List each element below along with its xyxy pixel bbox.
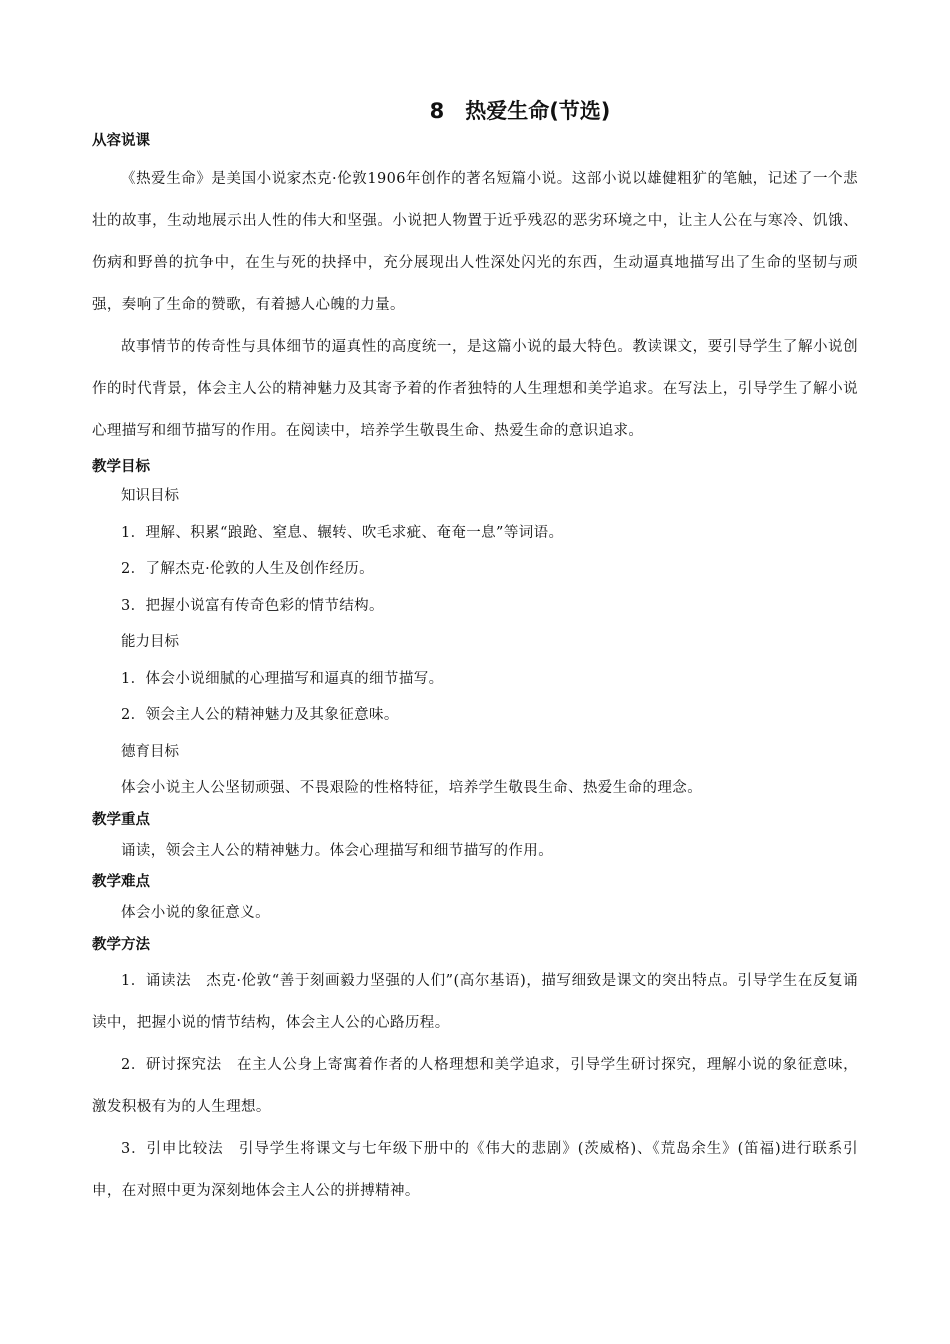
intro-paragraph-1: 《热爱生命》是美国小说家杰克·伦敦1906年创作的著名短篇小说。这部小说以雄健粗犷的笔触，记述了一个悲壮的故事，生动地展示出人性的伟大和坚强。小说把人物置于近乎残忍的恶劣环境之中，让主人公在与寒冷、饥饿、伤病和野兽的抗争中，在生与死的抉择中，充分展现出人性深处闪光的东西，生动逼真地描写出了生命的坚韧与顽强，奏响了生命的赞歌，有着撼人心魄的力量。 bbox=[92, 171, 858, 313]
knowledge-goal-item: 2．了解杰克·伦敦的人生及创作经历。 bbox=[121, 561, 375, 577]
method-item: 2．研讨探究法 在主人公身上寄寓着作者的人格理想和美学追求，引导学生研讨探究，理解小说的象征意味，激发积极有为的人生理想。 bbox=[92, 1056, 858, 1115]
ability-goals-label: 能力目标 bbox=[121, 634, 179, 650]
knowledge-goal-item: 3．把握小说富有传奇色彩的情节结构。 bbox=[121, 597, 384, 614]
section-heading-difficulty: 教学难点 bbox=[92, 874, 150, 890]
knowledge-goal-item: 1．理解、积累“踉跄、窒息、辗转、吹毛求疵、奄奄一息”等词语。 bbox=[121, 524, 564, 541]
method-item: 1．诵读法 杰克·伦敦“善于刻画毅力坚强的人们”(高尔基语)，描写细致是课文的突出特点。引导学生在反复诵读中，把握小说的情节结构，体会主人公的心路历程。 bbox=[92, 972, 858, 1031]
knowledge-goals-label: 知识目标 bbox=[121, 488, 179, 504]
difficulty-text: 体会小说的象征意义。 bbox=[121, 905, 270, 921]
section-heading-methods: 教学方法 bbox=[92, 936, 150, 953]
document-title: 8 热爱生命(节选) bbox=[429, 99, 611, 123]
ability-goal-item: 1．体会小说细腻的心理描写和逼真的细节描写。 bbox=[121, 670, 444, 687]
ability-goal-item: 2．领会主人公的精神魅力及其象征意味。 bbox=[121, 707, 399, 723]
moral-goal-text: 体会小说主人公坚韧顽强、不畏艰险的性格特征，培养学生敬畏生命、热爱生命的理念。 bbox=[121, 780, 703, 796]
section-heading-focus: 教学重点 bbox=[92, 811, 150, 828]
document-page bbox=[92, 96, 858, 1212]
intro-paragraph-2: 故事情节的传奇性与具体细节的逼真性的高度统一，是这篇小说的最大特色。教读课文，要引导学生了解小说创作的时代背景，体会主人公的精神魅力及其寄予着的作者独特的人生理想和美学追求。在写法上，引导学生了解小说心理描写和细节描写的作用。在阅读中，培养学生敬畏生命、热爱生命的意识追求。 bbox=[92, 339, 858, 439]
section-heading-intro: 从容说课 bbox=[92, 133, 150, 149]
section-heading-goals: 教学目标 bbox=[92, 459, 150, 475]
moral-goals-label: 德育目标 bbox=[121, 743, 179, 760]
focus-text: 诵读，领会主人公的精神魅力。体会心理描写和细节描写的作用。 bbox=[121, 842, 554, 859]
method-item: 3．引申比较法 引导学生将课文与七年级下册中的《伟大的悲剧》(茨威格)、《荒岛余生》(笛福)进行联系引申，在对照中更为深刻地体会主人公的拼搏精神。 bbox=[92, 1140, 858, 1199]
